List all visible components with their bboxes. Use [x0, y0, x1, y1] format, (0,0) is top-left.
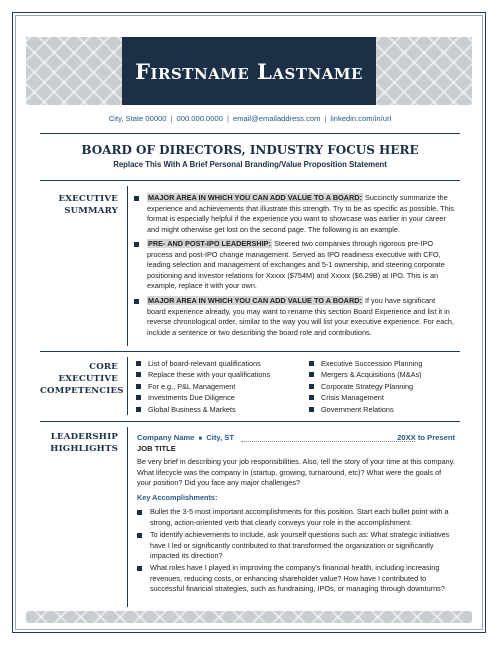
- contact-location: City, State 00000: [108, 114, 167, 123]
- square-bullet-icon: [137, 533, 142, 538]
- list-item: Replace these with your qualifications: [136, 369, 296, 380]
- summary-item: MAJOR AREA IN WHICH YOU CAN ADD VALUE TO A BOARD: If you have significant board experience already, you may want to rename this section Board Experience and list it in reverse chronological order, similar to the way you will list your executive experience. For each, include a sentence or two describing the board role and contributions.: [134, 296, 454, 338]
- job-description: Be very brief in describing your job responsibilities. Also, tell the story of your time at this company. What lifecycle was the company in (startup, growing, turnaround, etc)? What were the goals of your position? Did you face any major challenges?: [137, 457, 455, 488]
- section-rule-competencies: [40, 351, 460, 352]
- section-divider-competencies: [127, 357, 128, 415]
- contact-email[interactable]: email@emailaddress.com: [232, 114, 321, 123]
- competency-list-left: [136, 358, 296, 415]
- candidate-name: Firstname Lastname: [135, 58, 363, 84]
- company-name: Company Name: [137, 433, 195, 442]
- list-item: Government Relations: [309, 404, 459, 415]
- section-label-summary: EXECUTIVE SUMMARY: [58, 194, 118, 216]
- headline-top-rule: [40, 133, 460, 134]
- accomplishment-item: Bullet the 3-5 most important accomplishments for this position. Start each bullet point with a strong, action-oriented verb that clearly conveys your role in the accomplishment.: [137, 507, 455, 528]
- job-location: City, ST: [206, 433, 234, 442]
- square-bullet-icon: [134, 299, 139, 304]
- accomplishment-item: To identify achievements to include, ask yourself questions such as: What strategic initiatives have I led or significantly contributed to that transformed the organization or significantly impacted its direction?: [137, 530, 455, 562]
- list-item: For e.g., P&L Management: [136, 381, 296, 392]
- key-accomplishments-heading: Key Accomplishments:: [137, 493, 218, 502]
- job-title: JOB TITLE: [137, 444, 176, 453]
- header-pattern-left: [26, 37, 122, 105]
- square-bullet-icon: [309, 372, 314, 377]
- square-bullet-icon: [136, 395, 141, 400]
- headline-subtitle: Replace This With A Brief Personal Branding/Value Proposition Statement: [113, 160, 387, 169]
- list-item: Crisis Management: [309, 392, 459, 403]
- headline-title: BOARD OF DIRECTORS, INDUSTRY FOCUS HERE: [81, 143, 419, 157]
- accomplishment-item: What roles have I played in improving the company's financial health, including increasing revenues, reducing costs, or enhancing shareholder value? How have I contributed to successful financial strategies, such as fundraising, IPOs, or managing through downturns?: [137, 563, 455, 595]
- section-divider-summary: [127, 186, 128, 346]
- square-bullet-icon: [136, 384, 141, 389]
- square-bullet-icon: [134, 242, 139, 247]
- square-bullet-icon: [309, 361, 314, 366]
- header-pattern-right: [376, 37, 472, 105]
- list-item: Executive Succession Planning: [309, 358, 459, 369]
- square-bullet-icon: [136, 361, 141, 366]
- square-separator-icon: ■: [198, 436, 203, 442]
- job-dates: 20XX to Present: [397, 433, 455, 442]
- summary-item: PRE- AND POST-IPO LEADERSHIP: Steered two companies through rigorous pre-IPO process and post-IPO change management. Served as IPO readiness executive with CFO, leading selection and management of exchanges and 5-1 ownership, and steering corporate positioning and investor relations for Xxxxx ($754M) and Xxxxx ($6.29B) at IPO. This is an example, replace it with your own.: [134, 239, 454, 292]
- square-bullet-icon: [136, 407, 141, 412]
- section-rule-leadership: [40, 421, 460, 422]
- job-header: [137, 433, 455, 442]
- summary-item: MAJOR AREA IN WHICH YOU CAN ADD VALUE TO A BOARD: Succinctly summarize the experience and achievements that illustrate this strength. Try to be as specific as possible. This format is especially helpful if the experience you want to showcase was earlier in your career and might otherwise get lost on the second page. The following is an example.: [134, 193, 454, 235]
- square-bullet-icon: [136, 372, 141, 377]
- name-banner: [122, 37, 376, 105]
- competency-list-right: [309, 358, 459, 415]
- contact-linkedin[interactable]: linkedin.com/in/url: [330, 114, 392, 123]
- list-item: List of board-relevant qualifications: [136, 358, 296, 369]
- square-bullet-icon: [309, 384, 314, 389]
- square-bullet-icon: [309, 395, 314, 400]
- footer-pattern: [26, 611, 472, 623]
- list-item: Corporate Strategy Planning: [309, 381, 459, 392]
- section-divider-leadership: [127, 427, 128, 607]
- section-rule-summary: [40, 180, 460, 181]
- section-label-leadership: LEADERSHIP HIGHLIGHTS: [50, 432, 118, 454]
- square-bullet-icon: [137, 510, 142, 515]
- section-label-competencies: CORE EXECUTIVE COMPETENCIES: [40, 362, 124, 396]
- dotted-leader: [241, 441, 415, 442]
- contact-phone: 000.000.0000: [176, 114, 223, 123]
- list-item: Mergers & Acquisitions (M&As): [309, 369, 459, 380]
- square-bullet-icon: [134, 196, 139, 201]
- contact-line: City, State 00000 | 000.000.0000 | email@emailaddress.com | linkedin.com/in/url: [108, 114, 392, 123]
- square-bullet-icon: [137, 566, 142, 571]
- list-item: Global Business & Markets: [136, 404, 296, 415]
- list-item: Investments Due Diligence: [136, 392, 296, 403]
- square-bullet-icon: [309, 407, 314, 412]
